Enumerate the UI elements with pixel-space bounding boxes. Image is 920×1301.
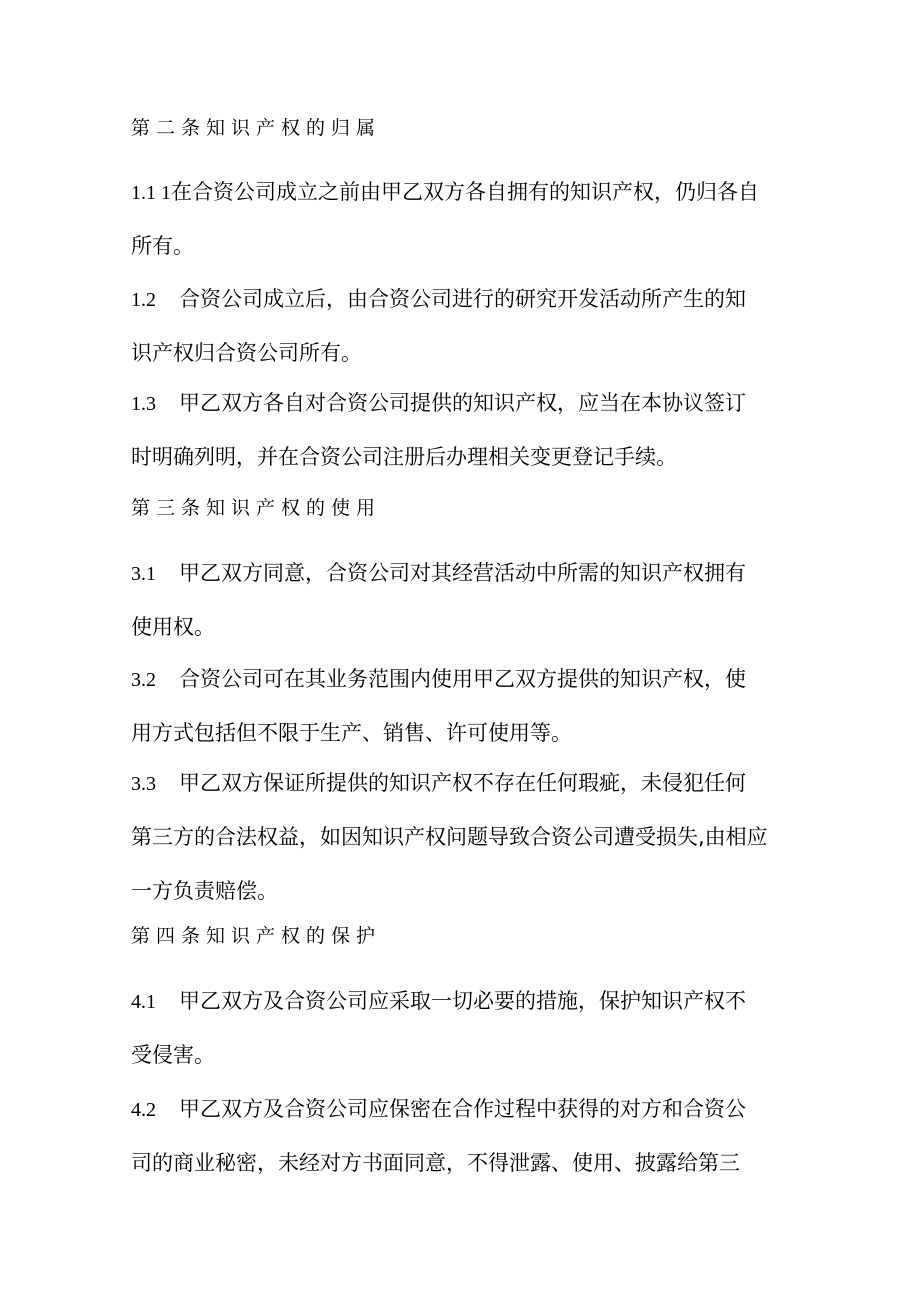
clause-number: 3.3 (131, 773, 156, 795)
clause-text: 甲乙双方及合资公司应保密在合作过程中获得的对方和合资公 (179, 1097, 746, 1121)
clause-text: 甲乙双方各自对合资公司提供的知识产权，应当在本协议签订 (179, 391, 746, 415)
clause-text: 用方式包括但不限于生产、销售、许可使用等。 (131, 721, 572, 745)
clause-number: 3.1 (131, 563, 156, 585)
clause-text: 甲乙双方及合资公司应采取一切必要的措施，保护知识产权不 (179, 989, 746, 1013)
clause-text: 第三方的合法权益，如因知识产权问题导致合资公司遭受损失,由相应 (131, 825, 768, 849)
clause-text: 司的商业秘密，未经对方书面同意，不得泄露、使用、披露给第三 (131, 1151, 740, 1175)
clause-number: 1.3 (131, 393, 156, 415)
clause-text: 合资公司成立后，由合资公司进行的研究开发活动所产生的知 (179, 287, 746, 311)
clause-line (131, 165, 791, 219)
clause-text: 使用权。 (131, 615, 215, 639)
clause-text: 时明确列明，并在合资公司注册后办理相关变更登记手续。 (131, 445, 677, 469)
clause-4-2 (131, 1082, 791, 1190)
clause-line (131, 974, 791, 1028)
clause-text: 所有。 (131, 234, 194, 258)
section-heading-4: 第四条知识产权的保护 (131, 925, 382, 947)
clause-text: 受侵害。 (131, 1043, 215, 1067)
clause-3-2 (131, 652, 791, 760)
clause-3-3 (131, 756, 791, 918)
clause-4-1 (131, 974, 791, 1082)
clause-text: 识产权归合资公司所有。 (131, 341, 362, 365)
clause-text: 甲乙双方保证所提供的知识产权不存在任何瑕疵，未侵犯任何 (179, 771, 746, 795)
clause-number: 4.2 (131, 1099, 156, 1121)
clause-number: 4.1 (131, 991, 156, 1013)
clause-line (131, 376, 791, 430)
clause-line (131, 756, 791, 810)
clause-number: 1.2 (131, 289, 156, 311)
clause-line (131, 652, 791, 706)
clause-line (131, 546, 791, 600)
clause-text: 甲乙双方同意，合资公司对其经营活动中所需的知识产权拥有 (179, 561, 746, 585)
section-heading-2: 第二条知识产权的归属 (131, 117, 382, 139)
clause-number: 1.1 1 (131, 182, 171, 204)
clause-1-3 (131, 376, 791, 484)
clause-number: 3.2 (131, 669, 156, 691)
clause-text: 一方负责赔偿。 (131, 879, 278, 903)
clause-1-2 (131, 272, 791, 380)
clause-1-1 (131, 165, 791, 273)
clause-3-1 (131, 546, 791, 654)
clause-line (131, 1082, 791, 1136)
clause-text: 在合资公司成立之前由甲乙双方各自拥有的知识产权，仍归各自 (171, 180, 759, 204)
clause-text: 合资公司可在其业务范围内使用甲乙双方提供的知识产权，使 (179, 667, 746, 691)
section-heading-3: 第三条知识产权的使用 (131, 497, 382, 519)
clause-line (131, 272, 791, 326)
